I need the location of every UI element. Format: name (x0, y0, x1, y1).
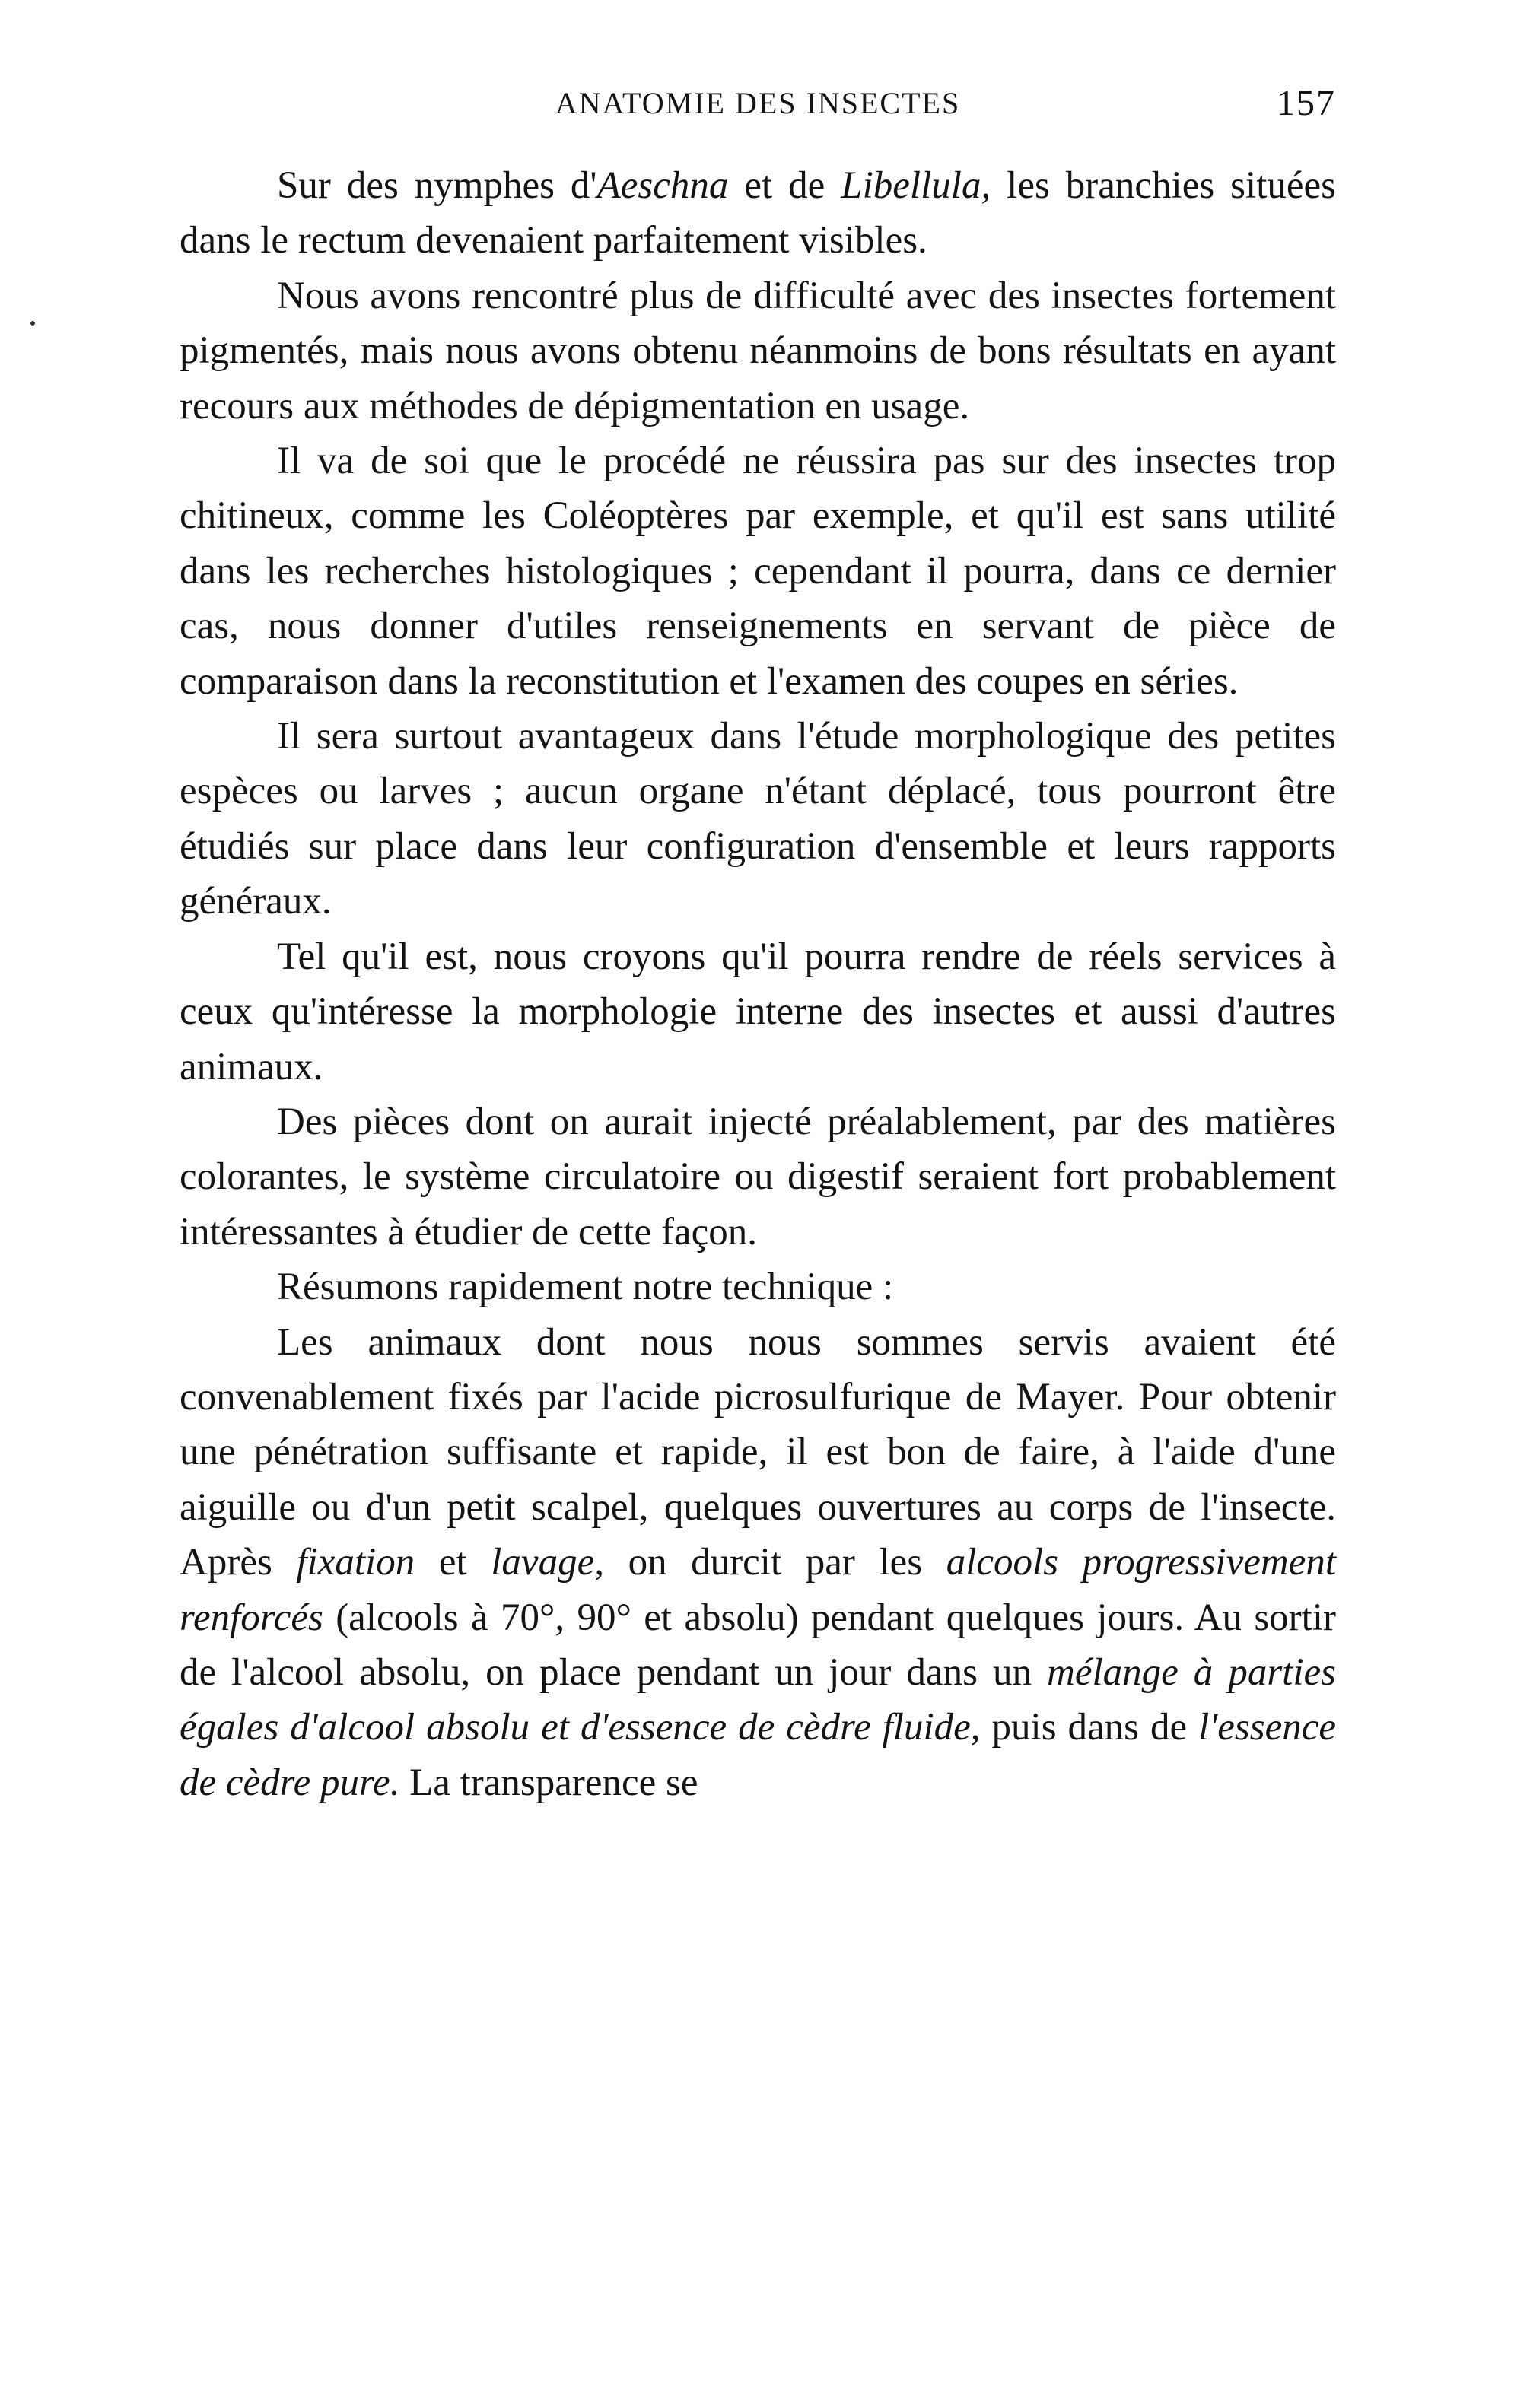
paragraph-text: La transparence se (399, 1761, 698, 1804)
paragraph-text: les branchies situées dans le rectum devenaient parfaitement visibles. (180, 164, 1336, 262)
paragraph-text: Sur des nymphes d' (277, 164, 597, 207)
italic-lavage: lavage, (491, 1541, 604, 1584)
paragraph-text: et de (728, 164, 841, 207)
paragraph-morphologique: Il sera surtout avantageux dans l'étude morphologique des petites espèces ou larves ; aucun organe n'étant déplacé, tous pourront être étudiés sur place dans leur configuration d'ensemble et leurs rapports généraux. (180, 715, 1336, 923)
italic-fixation: fixation (296, 1541, 415, 1584)
page-number: 157 (1277, 83, 1336, 123)
running-title: ANATOMIE DES INSECTES (555, 86, 961, 120)
paragraph-injecte: Des pièces dont on aurait injecté préalablement, par des matières colorantes, le système circulatoire ou digestif seraient fort probablement intéressantes à étudier de cette façon. (180, 1100, 1336, 1253)
paragraph-technique (180, 1315, 1336, 1811)
paragraph-resumons: Résumons rapidement notre technique : (277, 1266, 894, 1309)
paragraph-pigmentes: Nous avons rencontré plus de difficulté avec des insectes fortement pigmentés, mais nous avons obtenu néanmoins de bons résultats en ayant recours aux méthodes de dépigmentation en usage. (180, 274, 1336, 427)
paragraph-chitineux: Il va de soi que le procédé ne réussira pas sur des insectes trop chitineux, comme les Coléoptères par exemple, et qu'il est sans utilité dans les recherches histologiques ; cependant il pourra, dans ce dernier cas, nous donner d'utiles renseignements en servant de pièce de comparaison dans la reconstitution et l'examen des coupes en séries. (180, 440, 1336, 703)
paragraph-text: Les animaux dont nous nous sommes servis avaient été convenablement fixés par l'acide picrosulfurique de Mayer. Pour obtenir une pénétration suffisante et rapide, il est bon de faire, à l'aide d'une aiguille ou d'un petit scalpel, quelques ouvertures au corps de l'insecte. Après (180, 1320, 1336, 1584)
italic-melange: mélange à parties égales d'alcool absolu et d'essence de cèdre fluide, (180, 1650, 1336, 1749)
page-header (180, 81, 1336, 134)
taxon-aeschna: Aeschna (596, 164, 729, 207)
paragraph-text: puis dans de (980, 1706, 1199, 1749)
paragraph-services: Tel qu'il est, nous croyons qu'il pourra rendre de réels services à ceux qu'intéresse la morphologie interne des insectes et aussi d'autres animaux. (180, 935, 1336, 1088)
taxon-libellula: Libellula, (841, 164, 991, 207)
body-text (180, 158, 1336, 1810)
paragraph-text: et (415, 1541, 491, 1584)
paragraph-nymphes (180, 158, 1336, 268)
italic-essence: l'essence de cèdre pure. (180, 1706, 1336, 1804)
paragraph-text: (alcools à 70°, 90° et absolu) pendant quelques jours. Au sortir de l'alcool absolu, on place pendant un jour dans un (180, 1596, 1336, 1694)
paragraph-text: on durcit par les (603, 1541, 946, 1584)
ink-speck (30, 321, 35, 326)
italic-alcools: alcools progressivement renforcés (180, 1541, 1336, 1639)
